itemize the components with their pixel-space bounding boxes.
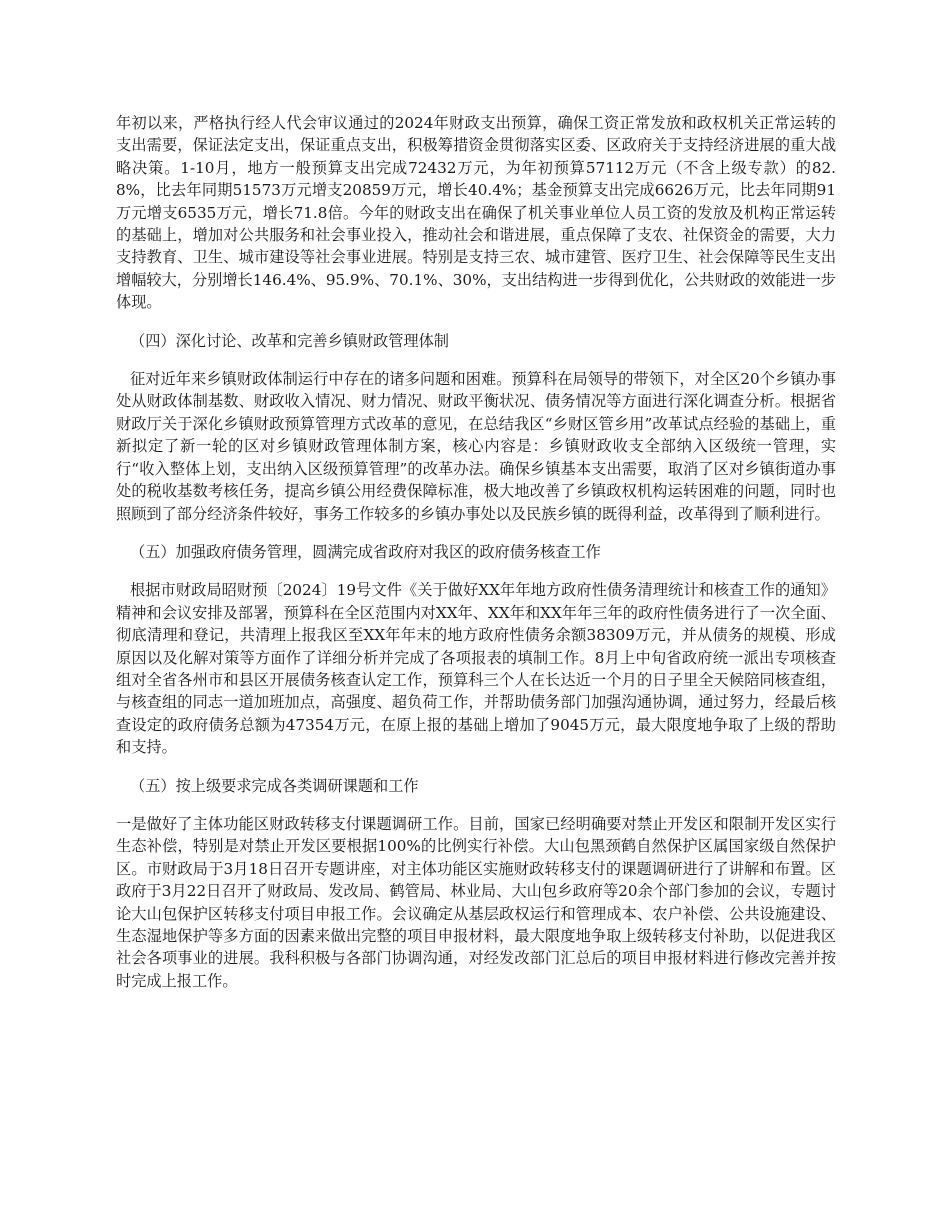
- document-body: [116, 112, 836, 1008]
- paragraph-research-topics: 一是做好了主体功能区财政转移支付课题调研工作。目前，国家已经明确要对禁止开发区和限制开发区实行生态补偿，特别是对禁止开发区要根据100%的比例实行补偿。大山包黑颈鹤自然保护区属国家级自然保护区。市财政局于3月18日召开专题讲座，对主体功能区实施财政转移支付的课题调研进行了讲解和布置。区政府于3月22日召开了财政局、发改局、鹤管局、林业局、大山包乡政府等20余个部门参加的会议，专题讨论大山包保护区转移支付项目申报工作。会议确定从基层政权运行和管理成本、农户补偿、公共设施建设、生态湿地保护等多方面的因素来做出完整的项目申报材料，最大限度地争取上级转移支付补助，以促进我区社会各项事业的进展。我科积极与各部门协调沟通，对经发改部门汇总后的项目申报材料进行修改完善并按时完成上报工作。: [116, 814, 836, 990]
- paragraph-budget-expenditure: 年初以来，严格执行经人代会审议通过的2024年财政支出预算，确保工资正常发放和政权机关正常运转的支出需要，保证法定支出，保证重点支出，积极筹措资金贯彻落实区委、区政府关于支持经济进展的重大战略决策。1-10月，地方一般预算支出完成72432万元，为年初预算57112万元（不含上级专款）的82.8%，比去年同期51573万元增支20859万元，增长40.4%；基金预算支出完成6626万元，比去年同期91万元增支6535万元，增长71.8倍。今年的财政支出在确保了机关事业单位人员工资的发放及机构正常运转的基础上，增加对公共服务和社会事业投入，推动社会和谐进展，重点保障了支农、社保资金的需要，大力支持教育、卫生、城市建设等社会事业进展。特别是支持三农、城市建管、医疗卫生、社会保障等民生支出增幅较大，分别增长146.4%、95.9%、70.1%、30%，支出结构进一步得到优化，公共财政的效能进一步体现。: [116, 114, 836, 312]
- paragraph-township-finance: 征对近年来乡镇财政体制运行中存在的诸多问题和困难。预算科在局领导的带领下，对全区20个乡镇办事处从财政体制基数、财政收入情况、财力情况、财政平衡状况、债务情况等方面进行深化调查分析。根据省财政厅关于深化乡镇财政预算管理方式改革的意见，在总结我区“乡财区管乡用”改革试点经验的基础上，重新拟定了新一轮的区对乡镇财政管理体制方案，核心内容是：乡镇财政收支全部纳入区级统一管理，实行“收入整体上划，支出纳入区级预算管理”的改革办法。确保乡镇基本支出需要，取消了区对乡镇街道办事处的税收基数考核任务，提高乡镇公用经费保障标准，极大地改善了乡镇政权机构运转困难的问题，同时也照顾到了部分经济条件较好，事务工作较多的乡镇办事处以及民族乡镇的既得利益，改革得到了顺利进行。: [116, 370, 836, 523]
- section-heading-government-debt: （五）加强政府债务管理，圆满完成省政府对我区的政府债务核查工作: [130, 542, 601, 561]
- section-heading-township-finance: （四）深化讨论、改革和完善乡镇财政管理体制: [130, 331, 449, 350]
- paragraph-government-debt: 根据市财政局昭财预〔2024〕19号文件《关于做好XX年年地方政府性债务清理统计和核查工作的通知》精神和会议安排及部署，预算科在全区范围内对XX年、XX年和XX年年三年的政府性债务进行了一次全面、彻底清理和登记，共清理上报我区至XX年年末的地方政府性债务余额38309万元，并从债务的规模、形成原因以及化解对策等方面作了详细分析并完成了各项报表的填制工作。8月上中旬省政府统一派出专项核查组对全省各州市和县区开展债务核查认定工作，预算科三个人在长达近一个月的日子里全天候陪同核查组，与核查组的同志一道加班加点，高强度、超负荷工作，并帮助债务部门加强沟通协调，通过努力，经最后核查设定的政府债务总额为47354万元，在原上报的基础上增加了9045万元，最大限度地争取了上级的帮助和支持。: [116, 581, 836, 757]
- section-heading-research-topics: （五）按上级要求完成各类调研课题和工作: [130, 776, 419, 795]
